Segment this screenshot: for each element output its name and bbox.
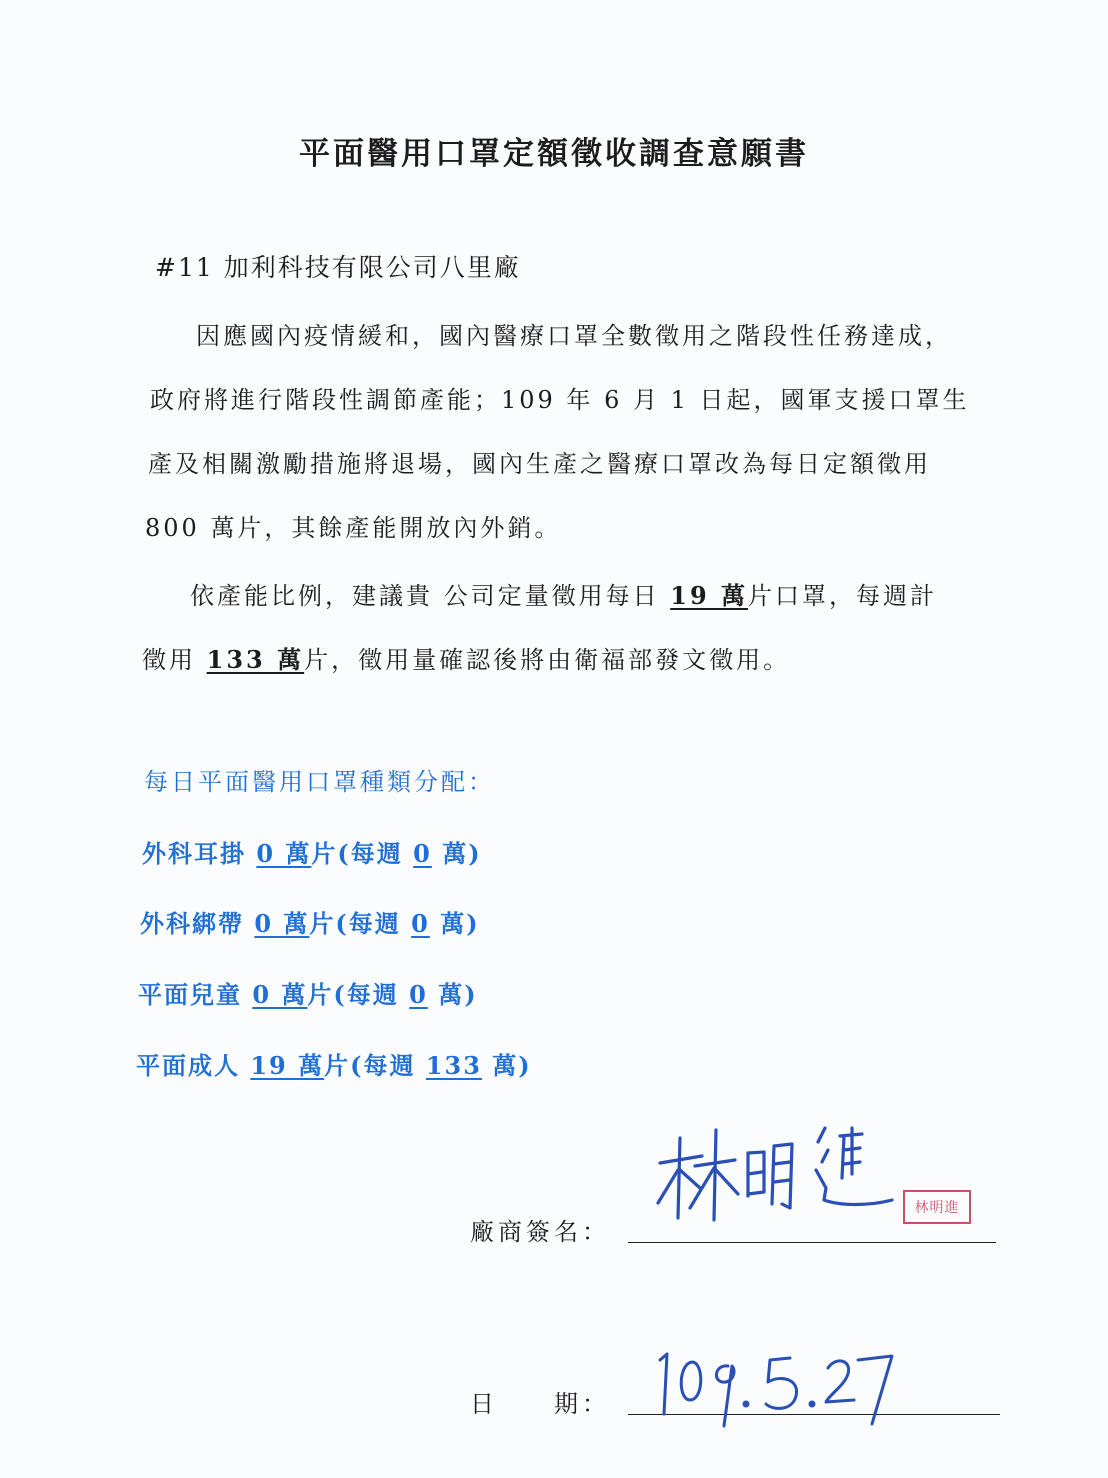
paragraph2-line2-text-b: 片，徵用量確認後將由衛福部發文徵用。 <box>304 646 791 674</box>
allocation-row <box>142 834 482 869</box>
allocation-end: 萬) <box>481 1051 532 1080</box>
allocation-heading: 每日平面醫用口罩種類分配： <box>144 768 495 796</box>
signature-line <box>628 1242 996 1243</box>
paragraph1-line2: 政府將進行階段性調節產能；109 年 6 月 1 日起，國軍支援口罩生 <box>150 386 970 414</box>
daily-quota: 19 萬 <box>670 581 749 610</box>
allocation-label: 平面兒童 <box>138 980 253 1009</box>
allocation-mid: 片(每週 <box>311 839 414 868</box>
allocation-daily: 0 萬 <box>256 839 312 868</box>
paragraph2-line2-text-a: 徵用 <box>142 646 207 674</box>
allocation-label: 外科耳掛 <box>142 839 257 868</box>
allocation-row <box>140 904 480 939</box>
paragraph2-line2 <box>142 640 790 675</box>
document-title: 平面醫用口罩定額徵收調查意願書 <box>299 136 809 172</box>
paragraph2-line1-text-a: 依產能比例，建議貴 公司定量徵用每日 <box>190 582 671 610</box>
paragraph2-line1 <box>190 576 937 611</box>
allocation-mid: 片(每週 <box>307 980 410 1009</box>
allocation-weekly: 0 <box>413 839 432 868</box>
seal-stamp: 林明進 <box>903 1190 971 1224</box>
date-label: 日 期： <box>470 1390 610 1418</box>
allocation-end: 萬) <box>431 839 482 868</box>
allocation-row <box>138 975 478 1010</box>
allocation-label: 平面成人 <box>136 1051 251 1080</box>
paragraph1-line1: 因應國內疫情緩和，國內醫療口罩全數徵用之階段性任務達成， <box>196 322 952 350</box>
paragraph1-line4: 800 萬片，其餘產能開放內外銷。 <box>145 514 562 542</box>
allocation-weekly: 0 <box>411 909 430 938</box>
allocation-weekly: 0 <box>409 980 428 1009</box>
allocation-mid: 片(每週 <box>309 909 412 938</box>
allocation-row <box>136 1046 532 1081</box>
paragraph2-line1-text-b: 片口罩，每週計 <box>748 582 938 610</box>
handwritten-date <box>640 1318 910 1438</box>
allocation-mid: 片(每週 <box>324 1051 426 1080</box>
handwritten-signature <box>640 1108 900 1238</box>
allocation-daily: 0 萬 <box>254 909 310 938</box>
allocation-end: 萬) <box>427 980 478 1009</box>
allocation-label: 外科綁帶 <box>140 909 255 938</box>
allocation-end: 萬) <box>429 909 480 938</box>
allocation-daily: 19 萬 <box>250 1051 325 1080</box>
allocation-daily: 0 萬 <box>252 980 308 1009</box>
vendor-name: #11 加利科技有限公司八里廠 <box>155 253 521 282</box>
weekly-quota: 133 萬 <box>206 645 305 674</box>
paragraph1-line3: 產及相關激勵措施將退場，國內生產之醫療口罩改為每日定額徵用 <box>148 450 931 478</box>
signature-label: 廠商簽名： <box>470 1218 610 1246</box>
allocation-weekly: 133 <box>425 1051 482 1080</box>
